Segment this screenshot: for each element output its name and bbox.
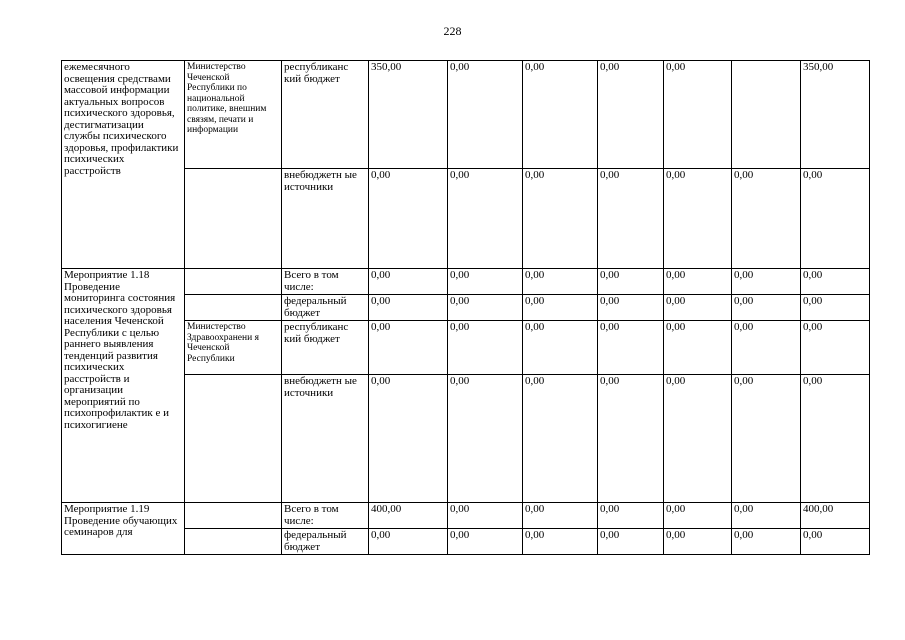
value-cell: 0,00 xyxy=(369,529,448,555)
value-cell: 0,00 xyxy=(369,169,448,269)
value-cell: 0,00 xyxy=(523,375,598,503)
value-cell: 0,00 xyxy=(732,321,801,375)
value-cell: 0,00 xyxy=(598,529,664,555)
ministry-cell xyxy=(185,503,282,529)
value-cell: 0,00 xyxy=(801,169,870,269)
value-cell: 0,00 xyxy=(369,295,448,321)
ministry-cell xyxy=(185,169,282,269)
ministry-cell xyxy=(185,375,282,503)
value-cell: 0,00 xyxy=(448,529,523,555)
value-cell: 0,00 xyxy=(523,529,598,555)
ministry-cell xyxy=(185,529,282,555)
value-cell: 0,00 xyxy=(801,375,870,503)
value-cell: 0,00 xyxy=(801,529,870,555)
value-cell: 0,00 xyxy=(523,503,598,529)
value-cell: 0,00 xyxy=(801,269,870,295)
value-cell: 0,00 xyxy=(598,61,664,169)
value-cell: 0,00 xyxy=(664,503,732,529)
value-cell: 0,00 xyxy=(664,61,732,169)
funding-source-cell: федеральный бюджет xyxy=(282,529,369,555)
value-cell: 0,00 xyxy=(369,269,448,295)
ministry-cell xyxy=(185,295,282,321)
value-cell: 400,00 xyxy=(801,503,870,529)
value-cell: 0,00 xyxy=(664,375,732,503)
value-cell: 0,00 xyxy=(448,321,523,375)
value-cell: 0,00 xyxy=(523,321,598,375)
value-cell: 350,00 xyxy=(801,61,870,169)
value-cell: 0,00 xyxy=(664,295,732,321)
value-cell xyxy=(732,61,801,169)
value-cell: 0,00 xyxy=(598,269,664,295)
value-cell: 0,00 xyxy=(523,269,598,295)
value-cell: 0,00 xyxy=(732,295,801,321)
value-cell: 0,00 xyxy=(664,529,732,555)
value-cell: 0,00 xyxy=(598,375,664,503)
value-cell: 0,00 xyxy=(801,321,870,375)
value-cell: 0,00 xyxy=(732,503,801,529)
ministry-cell: Министерство Здравоохранени я Чеченской Республики xyxy=(185,321,282,375)
value-cell: 0,00 xyxy=(732,529,801,555)
value-cell: 0,00 xyxy=(732,169,801,269)
budget-table xyxy=(61,60,870,555)
value-cell: 0,00 xyxy=(598,169,664,269)
funding-source-cell: Всего в том числе: xyxy=(282,269,369,295)
table-row xyxy=(62,503,870,529)
value-cell: 0,00 xyxy=(664,169,732,269)
value-cell: 0,00 xyxy=(448,503,523,529)
value-cell: 0,00 xyxy=(448,375,523,503)
page-number: 228 xyxy=(443,24,462,38)
value-cell: 0,00 xyxy=(448,169,523,269)
funding-source-cell: республиканс кий бюджет xyxy=(282,61,369,169)
funding-source-cell: федеральный бюджет xyxy=(282,295,369,321)
funding-source-cell: республиканс кий бюджет xyxy=(282,321,369,375)
value-cell: 0,00 xyxy=(598,321,664,375)
table-row xyxy=(62,269,870,295)
measure-cell: ежемесячного освещения средствами массовой информации актуальных вопросов психического здоровья, дестигматизации службы психического здоровья, профилактики психических расстройств xyxy=(62,61,185,269)
value-cell: 0,00 xyxy=(448,61,523,169)
value-cell: 0,00 xyxy=(598,295,664,321)
funding-source-cell: внебюджетн ые источники xyxy=(282,169,369,269)
value-cell: 0,00 xyxy=(664,321,732,375)
value-cell: 0,00 xyxy=(369,375,448,503)
measure-cell: Мероприятие 1.18 Проведение мониторинга состояния психического здоровья населения Чеченской Республики с целью раннего выявления тенденций развития психических расстройств и организации мероприятий по психопрофилактик е и психогигиене xyxy=(62,269,185,503)
value-cell: 0,00 xyxy=(598,503,664,529)
ministry-cell: Министерство Чеченской Республики по национальной политике, внешним связям, печати и информации xyxy=(185,61,282,169)
value-cell: 350,00 xyxy=(369,61,448,169)
value-cell: 0,00 xyxy=(369,321,448,375)
table-row xyxy=(62,61,870,169)
ministry-cell xyxy=(185,269,282,295)
value-cell: 400,00 xyxy=(369,503,448,529)
funding-source-cell: внебюджетн ые источники xyxy=(282,375,369,503)
value-cell: 0,00 xyxy=(523,169,598,269)
value-cell: 0,00 xyxy=(523,295,598,321)
value-cell: 0,00 xyxy=(732,269,801,295)
value-cell: 0,00 xyxy=(448,269,523,295)
value-cell: 0,00 xyxy=(448,295,523,321)
funding-source-cell: Всего в том числе: xyxy=(282,503,369,529)
value-cell: 0,00 xyxy=(801,295,870,321)
value-cell: 0,00 xyxy=(664,269,732,295)
value-cell: 0,00 xyxy=(732,375,801,503)
measure-cell: Мероприятие 1.19 Проведение обучающих семинаров для xyxy=(62,503,185,555)
value-cell: 0,00 xyxy=(523,61,598,169)
